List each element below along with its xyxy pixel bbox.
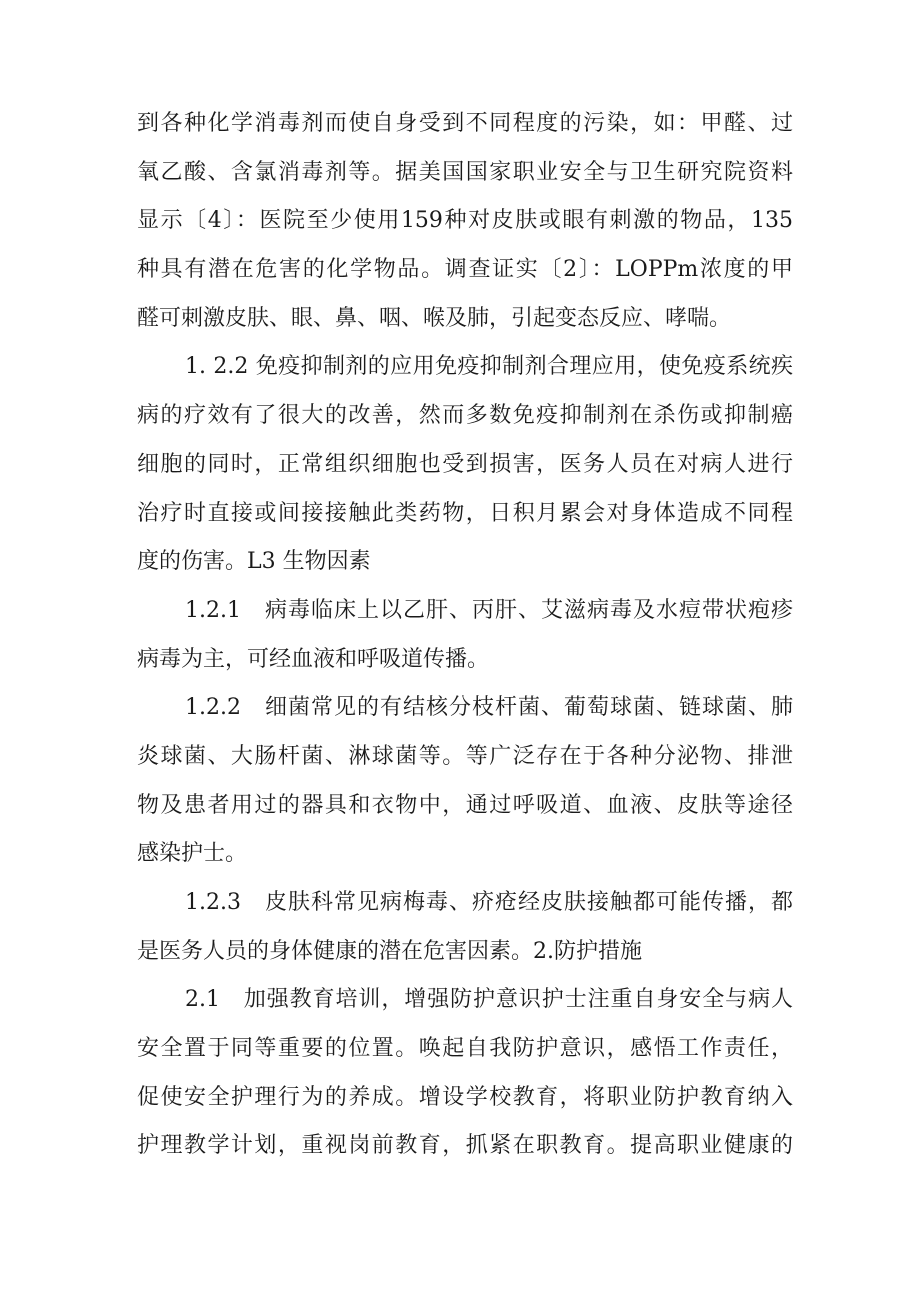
text-line: 感染护士。 <box>137 841 248 867</box>
text-line: 护理教学计划，重视岗前教育，抓紧在职教育。提高职业健康的 <box>137 1133 793 1159</box>
text-line: 氧乙酸、含氯消毒剂等。据美国国家职业安全与卫生研究院资料 <box>137 159 793 185</box>
text-line: 种具有潜在危害的化学物品。调查证实〔2〕：LOPPm浓度的甲 <box>137 257 793 283</box>
text-line: 病的疗效有了很大的改善，然而多数免疫抑制剂在杀伤或抑制癌 <box>137 403 793 429</box>
text-line: 1.2.1 病毒临床上以乙肝、丙肝、艾滋病毒及水痘带状疱疹 <box>185 597 793 623</box>
text-line: 细胞的同时，正常组织细胞也受到损害，医务人员在对病人进行 <box>137 451 793 477</box>
text-line: 度的伤害。L3 生物因素 <box>137 549 371 575</box>
text-line: 物及患者用过的器具和衣物中，通过呼吸道、血液、皮肤等途径 <box>137 792 793 818</box>
body-text <box>137 100 793 1171</box>
text-line: 2.1 加强教育培训，增强防护意识护士注重自身安全与病人 <box>185 987 793 1013</box>
text-line: 1. 2.2 免疫抑制剂的应用免疫抑制剂合理应用，使免疫系统疾 <box>185 354 793 380</box>
text-line: 是医务人员的身体健康的潜在危害因素。2.防护措施 <box>137 938 642 964</box>
text-line: 1.2.3 皮肤科常见病梅毒、疥疮经皮肤接触都可能传播，都 <box>185 890 793 915</box>
text-line: 炎球菌、大肠杆菌、淋球菌等。等广泛存在于各种分泌物、排泄 <box>137 743 793 769</box>
text-line: 治疗时直接或间接接触此类药物，日积月累会对身体造成不同程 <box>137 500 793 526</box>
text-line: 1.2.2 细菌常见的有结核分枝杆菌、葡萄球菌、链球菌、肺 <box>185 695 793 721</box>
text-line: 显示〔4〕：医院至少使用159种对皮肤或眼有刺激的物品，135 <box>137 208 793 234</box>
text-line: 安全置于同等重要的位置。唤起自我防护意识，感悟工作责任， <box>137 1036 793 1062</box>
text-line: 病毒为主，可经血液和呼吸道传播。 <box>137 646 490 672</box>
text-line: 醛可刺激皮肤、眼、鼻、咽、喉及肺，引起变态反应、哮喘。 <box>137 305 732 331</box>
text-line: 促使安全护理行为的养成。增设学校教育，将职业防护教育纳入 <box>137 1084 793 1110</box>
text-line: 到各种化学消毒剂而使自身受到不同程度的污染，如：甲醛、过 <box>137 111 793 136</box>
